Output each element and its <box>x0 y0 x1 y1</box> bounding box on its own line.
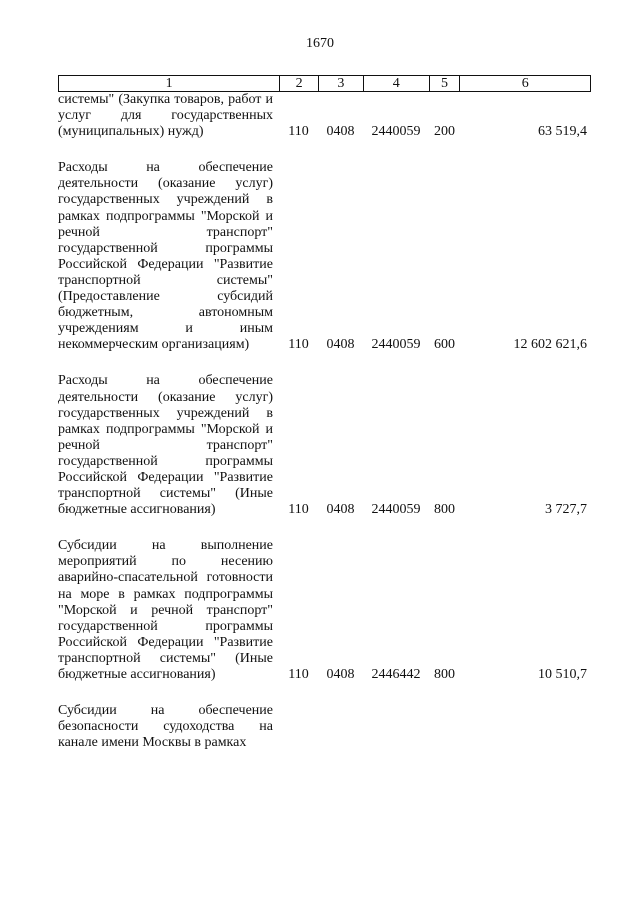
row-col-2: 110 <box>288 124 309 140</box>
row-col-5: 600 <box>434 337 455 353</box>
row-col-3: 0408 <box>326 667 355 682</box>
row-amount: 63 519,4 <box>538 124 587 140</box>
row-description: Расходы на обеспечение деятельности (оказание услуг) государственных учреждений в рамках подпрограммы "Морской и речной транспорт" государственной программы Российской Федерации "Развитие транспортной системы" (Иные бюджетные ассигнования) <box>58 373 273 518</box>
row-col-2: 110 <box>288 667 309 682</box>
row-amount: 10 510,7 <box>538 667 587 682</box>
row-description: системы" (Закупка товаров, работ и услуг для государственных (муниципальных) нужд) <box>58 92 273 140</box>
row-description: Субсидии на обеспечение безопасности судоходства на канале имени Москвы в рамках <box>58 703 273 751</box>
row-col-3: 0408 <box>326 124 355 140</box>
header-col-5: 5 <box>429 76 460 91</box>
row-amount: 12 602 621,6 <box>513 337 587 353</box>
page-number: 1670 <box>306 36 334 51</box>
row-col-4: 2440059 <box>371 502 421 518</box>
row-col-3: 0408 <box>326 502 355 518</box>
row-col-5: 800 <box>434 667 455 682</box>
row-col-2: 110 <box>288 502 309 518</box>
row-amount: 3 727,7 <box>545 502 587 518</box>
row-description: Расходы на обеспечение деятельности (оказание услуг) государственных учреждений в рамках подпрограммы "Морской и речной транспорт" государственной программы Российской Федерации "Развитие транспортной системы" (Предоставление субсидий бюджетным, автономным учреждениям и иным некоммерческим организациям) <box>58 160 273 353</box>
header-col-4: 4 <box>363 76 429 91</box>
row-col-4: 2440059 <box>371 337 421 353</box>
header-col-1: 1 <box>165 76 173 91</box>
table-row <box>58 92 591 140</box>
row-col-4: 2440059 <box>371 124 421 140</box>
row-col-5: 200 <box>434 124 455 140</box>
table-row <box>58 538 591 683</box>
table-row <box>58 373 591 518</box>
table-row <box>58 160 591 353</box>
table-row <box>58 703 591 751</box>
row-col-3: 0408 <box>326 337 355 353</box>
row-description: Субсидии на выполнение мероприятий по несению аварийно-спасательной готовности на море в рамках подпрограммы "Морской и речной транспорт" государственной программы Российской Федерации "Развитие транспортной системы" (Иные бюджетные ассигнования) <box>58 538 273 682</box>
table-header-row <box>58 75 591 92</box>
header-col-6: 6 <box>459 76 590 91</box>
table-body <box>58 92 591 751</box>
row-col-2: 110 <box>288 337 309 353</box>
header-col-3: 3 <box>318 76 363 91</box>
row-col-5: 800 <box>434 502 455 518</box>
header-col-2: 2 <box>279 76 318 91</box>
row-col-4: 2446442 <box>371 667 421 682</box>
